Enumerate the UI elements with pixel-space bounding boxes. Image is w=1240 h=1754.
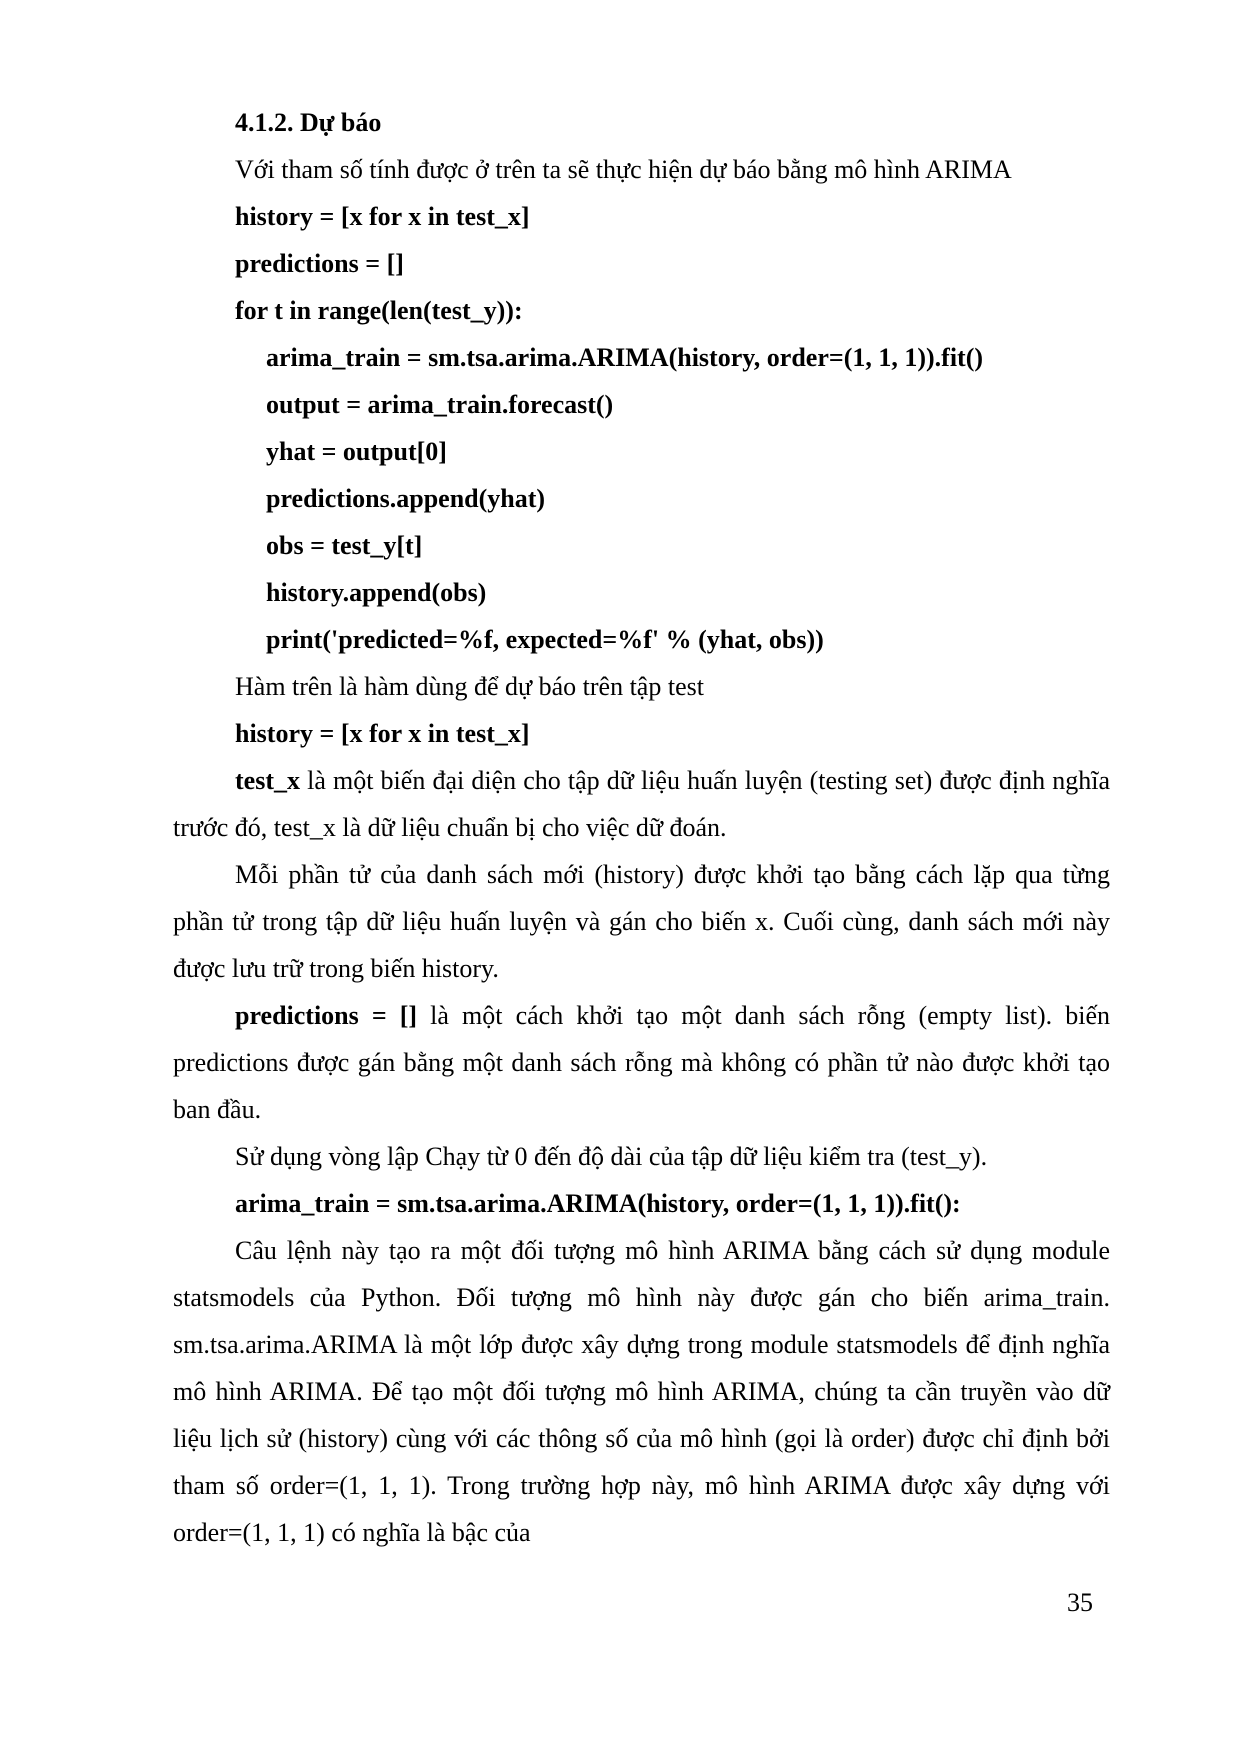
bold-text-run: history = [x for x in test_x] — [235, 719, 530, 748]
code-line-for-loop — [173, 287, 1110, 334]
bold-text-run: predictions = [] — [235, 249, 404, 278]
section-heading — [173, 99, 1110, 146]
text-run: Mỗi phần tử của danh sách mới (history) được khởi tạo bằng cách lặp qua từng phần tử trong tập dữ liệu huấn luyện và gán cho biến x. Cuối cùng, danh sách mới này được lưu trữ trong biến history. — [173, 860, 1110, 983]
paragraph-predictions — [173, 992, 1110, 1133]
bold-text-run: 4.1.2. Dự báo — [235, 108, 382, 137]
code-line-predictions-append — [173, 475, 1110, 522]
bold-text-run: yhat = output[0] — [266, 437, 447, 466]
bold-text-run: history.append(obs) — [266, 578, 487, 607]
code-line-history-repeat — [173, 710, 1110, 757]
paragraph-su-dung-vong-lap — [173, 1133, 1110, 1180]
code-line-output — [173, 381, 1110, 428]
text-run: Với tham số tính được ở trên ta sẽ thực hiện dự báo bằng mô hình ARIMA — [235, 155, 1012, 184]
paragraph-test-x — [173, 757, 1110, 851]
code-line-history — [173, 193, 1110, 240]
code-line-arima-train — [173, 334, 1110, 381]
code-line-obs — [173, 522, 1110, 569]
bold-text-run: obs = test_y[t] — [266, 531, 423, 560]
bold-text-run: history = [x for x in test_x] — [235, 202, 530, 231]
page-number: 35 — [1067, 1588, 1093, 1617]
bold-text-run: predictions = [] — [235, 1001, 418, 1030]
bold-text-run: predictions.append(yhat) — [266, 484, 546, 513]
text-run: là một biến đại diện cho tập dữ liệu huấn luyện (testing set) được định nghĩa trước đó, test_x là dữ liệu chuẩn bị cho việc dữ đoán. — [173, 766, 1110, 842]
bold-text-run: output = arima_train.forecast() — [266, 390, 614, 419]
text-run: Hàm trên là hàm dùng để dự báo trên tập test — [235, 672, 704, 701]
code-line-print — [173, 616, 1110, 663]
text-run: Câu lệnh này tạo ra một đối tượng mô hình ARIMA bằng cách sử dụng module statsmodels của Python. Đối tượng mô hình này được gán cho biến arima_train. sm.tsa.arima.ARIMA là một lớp được xây dựng trong module statsmodels để định nghĩa mô hình ARIMA. Để tạo một đối tượng mô hình ARIMA, chúng ta cần truyền vào dữ liệu lịch sử (history) cùng với các thông số của mô hình (gọi là order) được chỉ định bởi tham số order=(1, 1, 1). Trong trường hợp này, mô hình ARIMA được xây dựng với order=(1, 1, 1) có nghĩa là bậc của — [173, 1236, 1110, 1547]
code-line-yhat — [173, 428, 1110, 475]
paragraph-cau-lenh — [173, 1227, 1110, 1556]
bold-text-run: arima_train = sm.tsa.arima.ARIMA(history, order=(1, 1, 1)).fit() — [266, 343, 984, 372]
content-blocks — [173, 99, 1110, 1556]
bold-text-run: print('predicted=%f, expected=%f' % (yhat, obs)) — [266, 625, 824, 654]
text-run: Sử dụng vòng lập Chạy từ 0 đến độ dài của tập dữ liệu kiểm tra (test_y). — [235, 1142, 988, 1171]
code-line-predictions — [173, 240, 1110, 287]
code-line-history-append — [173, 569, 1110, 616]
paragraph-ham-tren — [173, 663, 1110, 710]
bold-text-run: arima_train = sm.tsa.arima.ARIMA(history, order=(1, 1, 1)).fit(): — [235, 1189, 961, 1218]
text-run: là một cách khởi tạo một danh sách rỗng (empty list). biến predictions được gán bằng một danh sách rỗng mà không có phần tử nào được khởi tạo ban đầu. — [173, 1001, 1110, 1124]
paragraph-moi-phan-tu — [173, 851, 1110, 992]
paragraph-intro — [173, 146, 1110, 193]
code-line-arima-train-heading — [173, 1180, 1110, 1227]
bold-text-run: test_x — [235, 766, 300, 795]
bold-text-run: for t in range(len(test_y)): — [235, 296, 523, 325]
